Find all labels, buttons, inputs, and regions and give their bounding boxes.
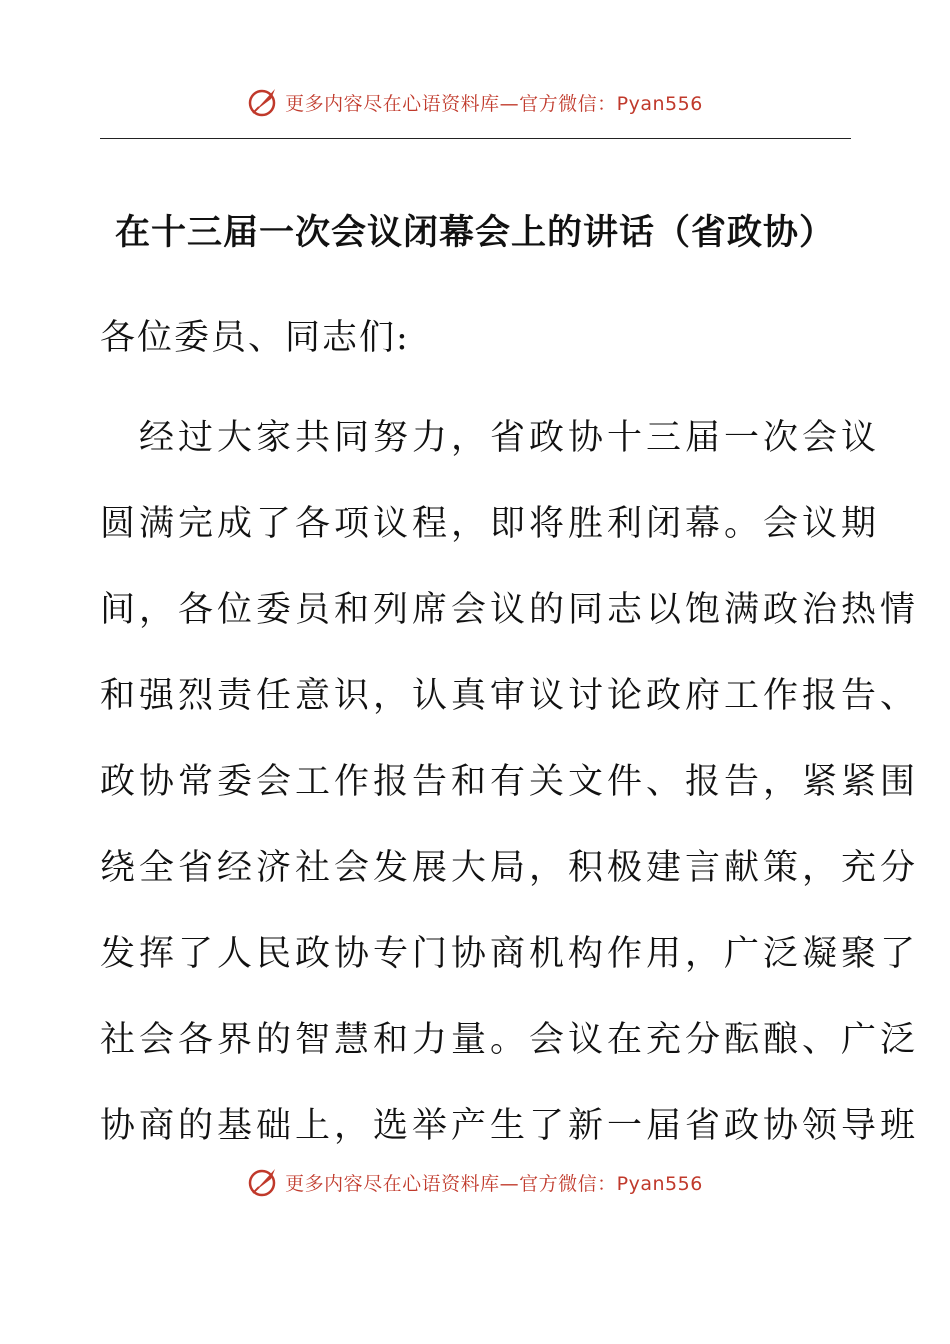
header-banner-text: 更多内容尽在心语资料库—官方微信：Pyan556 <box>285 92 703 115</box>
paragraph-line: 协商的基础上，选举产生了新一届省政协领导班 <box>100 1106 920 1146</box>
paragraph-line: 发挥了人民政协专门协商机构作用，广泛凝聚了 <box>100 934 920 974</box>
footer-banner <box>0 1162 950 1202</box>
paragraph-line: 绕全省经济社会发展大局，积极建言献策，充分 <box>100 848 920 888</box>
paragraph-line: 间，各位委员和列席会议的同志以饱满政治热情 <box>100 590 920 630</box>
paragraph-line: 政协常委会工作报告和有关文件、报告，紧紧围 <box>100 762 920 802</box>
paragraph-line: 经过大家共同努力，省政协十三届一次会议 <box>100 418 881 458</box>
paragraph-line: 社会各界的智慧和力量。会议在充分酝酿、广泛 <box>100 1020 920 1060</box>
quill-logo-icon <box>247 85 281 119</box>
document-title: 在十三届一次会议闭幕会上的讲话（省政协） <box>114 213 835 253</box>
quill-logo-icon <box>247 1165 281 1199</box>
header-banner <box>0 82 950 122</box>
paragraph-line: 和强烈责任意识，认真审议讨论政府工作报告、 <box>100 676 920 716</box>
paragraph-line: 圆满完成了各项议程，即将胜利闭幕。会议期 <box>100 504 881 544</box>
footer-banner-text: 更多内容尽在心语资料库—官方微信：Pyan556 <box>285 1172 703 1195</box>
header-divider <box>100 138 851 139</box>
salutation: 各位委员、同志们: <box>100 318 410 358</box>
